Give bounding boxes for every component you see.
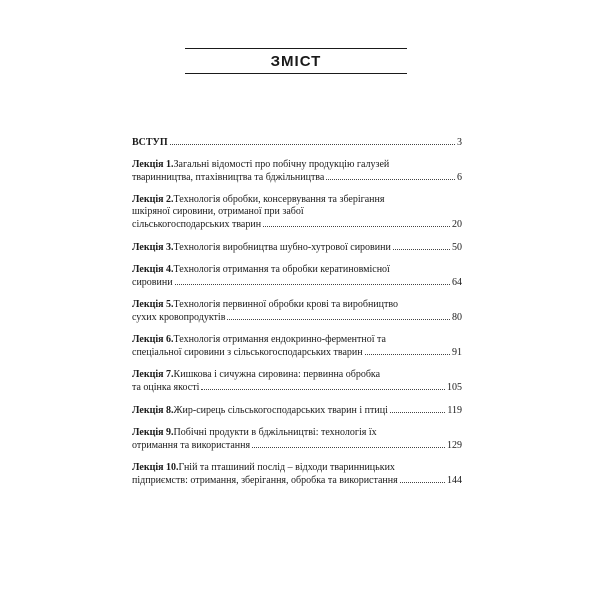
toc-entry-text: Технологія обробки, консервування та зберігання bbox=[173, 194, 385, 205]
toc-entry-text: Гній та пташиний послід – відходи тваринницьких bbox=[178, 462, 395, 473]
toc-entry bbox=[132, 334, 462, 359]
toc-entry-line bbox=[132, 369, 462, 381]
toc-entry-page-number: 50 bbox=[452, 242, 462, 253]
toc-entry-text: Технологія отримання та обробки кератиновмісної bbox=[173, 264, 390, 275]
toc-entry-page-number: 129 bbox=[447, 440, 462, 451]
toc-entry-line bbox=[132, 427, 462, 439]
toc-entry bbox=[132, 462, 462, 487]
dot-leader bbox=[365, 346, 450, 355]
toc-entry-line bbox=[132, 136, 462, 149]
toc-entry-line bbox=[132, 276, 462, 289]
toc-entry bbox=[132, 241, 462, 254]
toc-entry bbox=[132, 264, 462, 289]
toc-entry-line bbox=[132, 299, 462, 311]
toc-entry-text: Технологія первинної обробки крові та виробництво bbox=[173, 299, 399, 310]
toc-entry-line bbox=[132, 218, 462, 231]
toc-entry bbox=[132, 427, 462, 452]
toc-entry-label: Лекція 9. bbox=[132, 427, 174, 438]
dot-leader bbox=[263, 218, 450, 227]
toc-entry-text: сільськогосподарських тварин bbox=[132, 219, 262, 230]
toc-entry-page-number: 91 bbox=[452, 347, 462, 358]
toc-entry-line bbox=[132, 206, 462, 218]
toc-entry-text: Побічні продукти в бджільництві: технологія їх bbox=[173, 427, 377, 438]
dot-leader bbox=[252, 439, 445, 448]
toc-entry-text: Технологія виробництва шубно-хутрової сировини bbox=[173, 242, 391, 253]
toc-entry-line bbox=[132, 171, 462, 184]
toc-entry-text: Жир-сирець сільськогосподарських тварин і птиці bbox=[173, 405, 388, 416]
page-title: ЗМІСТ bbox=[270, 53, 322, 70]
toc-entry-text: Технологія отримання ендокринно-ферментної та bbox=[173, 334, 386, 345]
toc-entry-line bbox=[132, 346, 462, 359]
header-rule-bottom bbox=[185, 73, 407, 74]
toc-entry-text: шкіряної сировини, отриманої при забої bbox=[132, 206, 304, 217]
toc-entry-line bbox=[132, 194, 462, 206]
toc-header bbox=[185, 48, 407, 76]
toc-entry-line bbox=[132, 241, 462, 254]
toc-entry-label: Лекція 5. bbox=[132, 299, 174, 310]
toc-entry-page-number: 20 bbox=[452, 219, 462, 230]
toc-entry-line bbox=[132, 264, 462, 276]
toc-entry-page-number: 6 bbox=[457, 172, 462, 183]
toc-entry-page-number: 3 bbox=[457, 137, 462, 148]
toc-entry-page-number: 119 bbox=[447, 405, 462, 416]
toc-entry-text: Загальні відомості про побічну продукцію галузей bbox=[173, 159, 390, 170]
toc-entry-text: сухих кровопродуктів bbox=[132, 312, 226, 323]
toc-entry-line bbox=[132, 462, 462, 474]
toc-entry-text: отримання та використання bbox=[132, 440, 251, 451]
toc-entry-page-number: 144 bbox=[447, 475, 462, 486]
toc-entry-label: Лекція 4. bbox=[132, 264, 174, 275]
dot-leader bbox=[326, 171, 455, 180]
dot-leader bbox=[175, 276, 450, 285]
toc-entry bbox=[132, 404, 462, 417]
toc-entry-label: Лекція 3. bbox=[132, 242, 174, 253]
toc-entry-line bbox=[132, 439, 462, 452]
toc-entry bbox=[132, 299, 462, 324]
toc-entry-page-number: 80 bbox=[452, 312, 462, 323]
toc-entry-text: Кишкова і сичужна сировина: первинна обробка bbox=[173, 369, 381, 380]
toc-entry-page-number: 105 bbox=[447, 382, 462, 393]
dot-leader bbox=[227, 311, 450, 320]
toc-entry-line bbox=[132, 311, 462, 324]
header-rule-top bbox=[185, 48, 407, 49]
toc-entry-line bbox=[132, 474, 462, 487]
toc-entry-label: Лекція 10. bbox=[132, 462, 179, 473]
table-of-contents bbox=[132, 136, 462, 487]
dot-leader bbox=[390, 404, 445, 413]
toc-entry-text: сировини bbox=[132, 277, 173, 288]
toc-entry-text: підприємств: отримання, зберігання, обробка та використання bbox=[132, 475, 398, 486]
toc-entry-text: тваринництва, птахівництва та бджільництва bbox=[132, 172, 325, 183]
toc-entry-label: Лекція 1. bbox=[132, 159, 174, 170]
toc-entry-line bbox=[132, 404, 462, 417]
toc-entry bbox=[132, 369, 462, 394]
toc-entry bbox=[132, 194, 462, 231]
toc-entry bbox=[132, 136, 462, 149]
toc-entry-label: Лекція 7. bbox=[132, 369, 174, 380]
toc-entry-text: спеціальної сировини з сільськогосподарських тварин bbox=[132, 347, 363, 358]
dot-leader bbox=[170, 136, 455, 145]
toc-entry-line bbox=[132, 381, 462, 394]
toc-entry bbox=[132, 159, 462, 184]
dot-leader bbox=[201, 381, 445, 390]
dot-leader bbox=[400, 474, 445, 483]
toc-entry-line bbox=[132, 334, 462, 346]
toc-entry-label: Лекція 6. bbox=[132, 334, 174, 345]
toc-entry-label: Лекція 8. bbox=[132, 405, 174, 416]
toc-entry-text: та оцінка якості bbox=[132, 382, 200, 393]
dot-leader bbox=[393, 241, 450, 250]
toc-entry-line bbox=[132, 159, 462, 171]
toc-entry-page-number: 64 bbox=[452, 277, 462, 288]
toc-entry-label: ВСТУП bbox=[132, 137, 168, 148]
toc-entry-label: Лекція 2. bbox=[132, 194, 174, 205]
